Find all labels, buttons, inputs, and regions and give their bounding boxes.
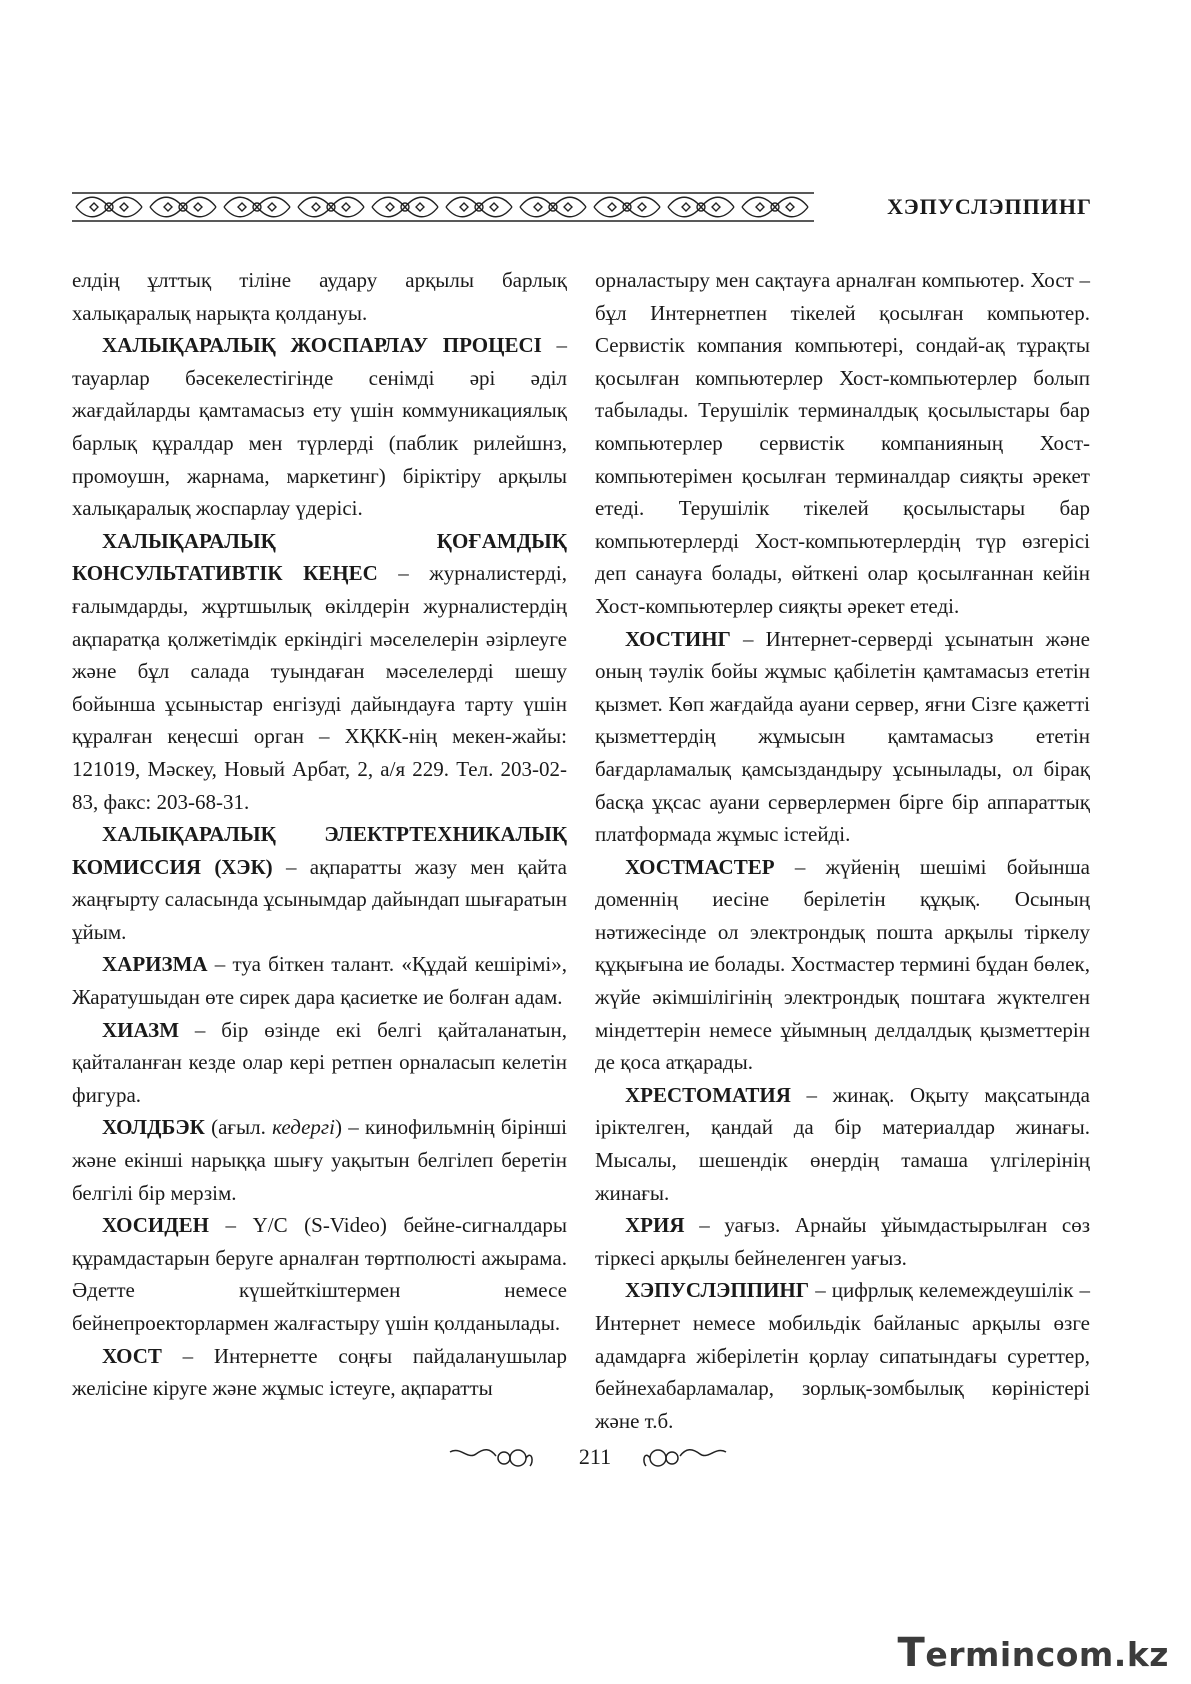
dictionary-entry	[72, 329, 567, 525]
entry-term: ХАЛЫҚАРАЛЫҚ ЭЛЕКТРТЕХНИКАЛЫҚ КОМИССИЯ (ХЭК)	[72, 822, 567, 879]
dictionary-entry	[595, 851, 1090, 1079]
entry-term: ХОСИДЕН	[102, 1213, 209, 1238]
site-watermark	[898, 1630, 1169, 1676]
entry-term: ХОСТ	[102, 1343, 162, 1368]
ornament-band	[72, 192, 814, 222]
entry-definition: – бір өзінде екі белгі қайталанатын, қайталанған кезде олар кері ретпен орналасып келетін фигура.	[72, 1017, 567, 1107]
entry-term: ХОСТИНГ	[625, 626, 731, 651]
entry-definition: – жинақ. Оқыту мақсатында іріктелген, қандай да бір материалдар жинағы. Мысалы, шешендік өнердің тамаша үлгілерінің жинағы.	[595, 1082, 1090, 1205]
dictionary-entry	[72, 1014, 567, 1112]
dictionary-entry	[72, 1111, 567, 1209]
entry-term: ХАРИЗМА	[102, 952, 208, 977]
entry-definition: – цифрлық келемеждеушілік – Интернет немесе мобильдік байланыс арқылы өзге адамдарға жіберілетін қорлау сипатындағы суреттер, бейнехабарламалар, зорлық-зомбылық көріністері және т.б.	[595, 1278, 1090, 1433]
entry-definition: – жүйенің шешімі бойынша доменнің иесіне берілетін құқық. Осының нәтижесінде ол электрондық пошта арқылы тіркелу құқығына ие болады. Хостмастер термині бұдан бөлек, жүйе әкімшілігінің электрондық поштаға жүктелген міндеттерін немесе ұйымның делдалдық қызметтерін де қоса атқарады.	[595, 854, 1090, 1075]
entry-definition: – журналистерді, ғалымдарды, жұртшылық өкілдерін журналистердің ақпаратқа қолжетімдік еркіндігі мәселелерін әзірлеуге және бұл салада туындаған мәселелерді шешу бойынша ұсыныстар енгізуді дайындауға тарту үшін құралған кеңесші орган – ХҚКК-нің мекен-жайы: 121019, Мәскеу, Новый Арбат, 2, а/я 229. Тел. 203-02-83, факс: 203-68-31.	[72, 561, 567, 814]
entry-term: ХОЛДБЭК	[102, 1115, 205, 1140]
entry-definition: – Y/C (S-Video) бейне-сигналдары құрамдастарын беруге арналған төртполюсті ажырама. Әдетте күшейткіштермен немесе бейнепроекторлармен жалғастыру үшін қолданылады.	[72, 1213, 567, 1335]
running-head: ХЭПУСЛЭППИНГ	[887, 194, 1092, 219]
right-swirl-ornament	[640, 1444, 730, 1472]
dictionary-entry	[595, 1079, 1090, 1209]
entry-continuation: елдің ұлттық тіліне аудару арқылы барлық халықаралық нарықта қолдануы.	[72, 268, 567, 325]
page-header	[72, 188, 1092, 224]
entry-definition: – туа біткен талант. «Құдай кешірімі», Жаратушыдан өте сирек дара қасиетке ие болған адам.	[72, 952, 567, 1010]
dictionary-entry	[72, 1340, 567, 1405]
entry-translation: кедергі	[272, 1115, 335, 1140]
entry-term: ХРИЯ	[625, 1213, 685, 1238]
dictionary-entry	[72, 525, 567, 818]
watermark-initial: T	[897, 1630, 926, 1676]
entry-definition: ) – кинофильмнің бірінші және екінші нарыққа шығу уақытын белгілеп беретін белгілі бір мерзім.	[72, 1115, 567, 1205]
dictionary-entry	[595, 1209, 1090, 1274]
article-body	[72, 264, 1092, 1433]
entry-definition: – ақпаратты жазу мен қайта жаңғырту саласында ұсынымдар дайындап шығаратын ұйым.	[72, 854, 568, 944]
right-column	[595, 264, 1090, 1437]
entry-term: ХРЕСТОМАТИЯ	[625, 1082, 791, 1107]
entry-continuation: орналастыру мен сақтауға арналған компьютер. Хост – бұл Интернетпен тікелей қосылған компьютер. Сервистік компания компьютері, сондай-ақ тұрақты қосылған компьютерлер Хост-компьютерлер болып табылады. Терушілік терминалдық қосылыстары бар компьютерлер сервистік компанияның Хост-компьютерімен қосылған терминалдар сияқты әрекет етеді. Терушілік тікелей қосылыстары бар компьютерлерді Хост-компьютерлердің түр өзгерісі деп санауға болады, өйткені олар қосылғаннан кейін Хост-компьютерлер сияқты әрекет етеді.	[595, 268, 1090, 618]
page-footer	[0, 1440, 1191, 1480]
left-swirl-ornament	[446, 1444, 536, 1472]
entry-term: ХИАЗМ	[102, 1017, 180, 1042]
dictionary-entry	[595, 1274, 1090, 1437]
entry-term: ХЭПУСЛЭППИНГ	[625, 1278, 810, 1303]
dictionary-entry	[595, 623, 1090, 851]
left-column	[72, 264, 567, 1405]
dictionary-entry	[72, 818, 567, 948]
entry-term: ХАЛЫҚАРАЛЫҚ ЖОСПАРЛАУ ПРОЦЕСІ	[102, 333, 542, 358]
dictionary-entry	[72, 1209, 567, 1339]
watermark-text: ermincom.kz	[925, 1635, 1169, 1674]
entry-definition: – Интернет-серверді ұсынатын және оның тәулік бойы жұмыс қабілетін қамтамасыз ететін қызмет. Көп жағдайда ауани сервер, яғни Сізге қажетті қызметтердің жұмысын қамтамасыз ететін бағдарламалық қамсыздандыру ұсынылады, ол бірақ басқа ұқсас ауани серверлермен бірге бір аппараттық платформада жұмыс істейді.	[595, 626, 1090, 847]
dictionary-entry	[72, 948, 567, 1013]
entry-term: ХАЛЫҚАРАЛЫҚ ҚОҒАМДЫҚ КОНСУЛЬТАТИВТІК КЕҢЕС	[72, 528, 567, 586]
entry-definition: (ағыл.	[204, 1115, 273, 1140]
page-number: 211	[578, 1444, 612, 1469]
entry-definition: – Интернетте соңғы пайдаланушылар желісіне кіруге және жұмыс істеуге, ақпаратты	[72, 1343, 567, 1401]
entry-definition: – уағыз. Арнайы ұйымдастырылған сөз тіркесі арқылы бейнеленген уағыз.	[595, 1213, 1090, 1270]
entry-term: ХОСТМАСТЕР	[625, 854, 775, 879]
entry-definition: – тауарлар бәсекелестігінде сенімді әрі әділ жағдайларды қамтамасыз ету үшін коммуникациялық барлық құралдар мен түрлерді (паблик рилейшнз, промоушн, жарнама, маркетинг) біріктіру арқылы халықаралық жоспарлау үдерісі.	[72, 333, 568, 521]
